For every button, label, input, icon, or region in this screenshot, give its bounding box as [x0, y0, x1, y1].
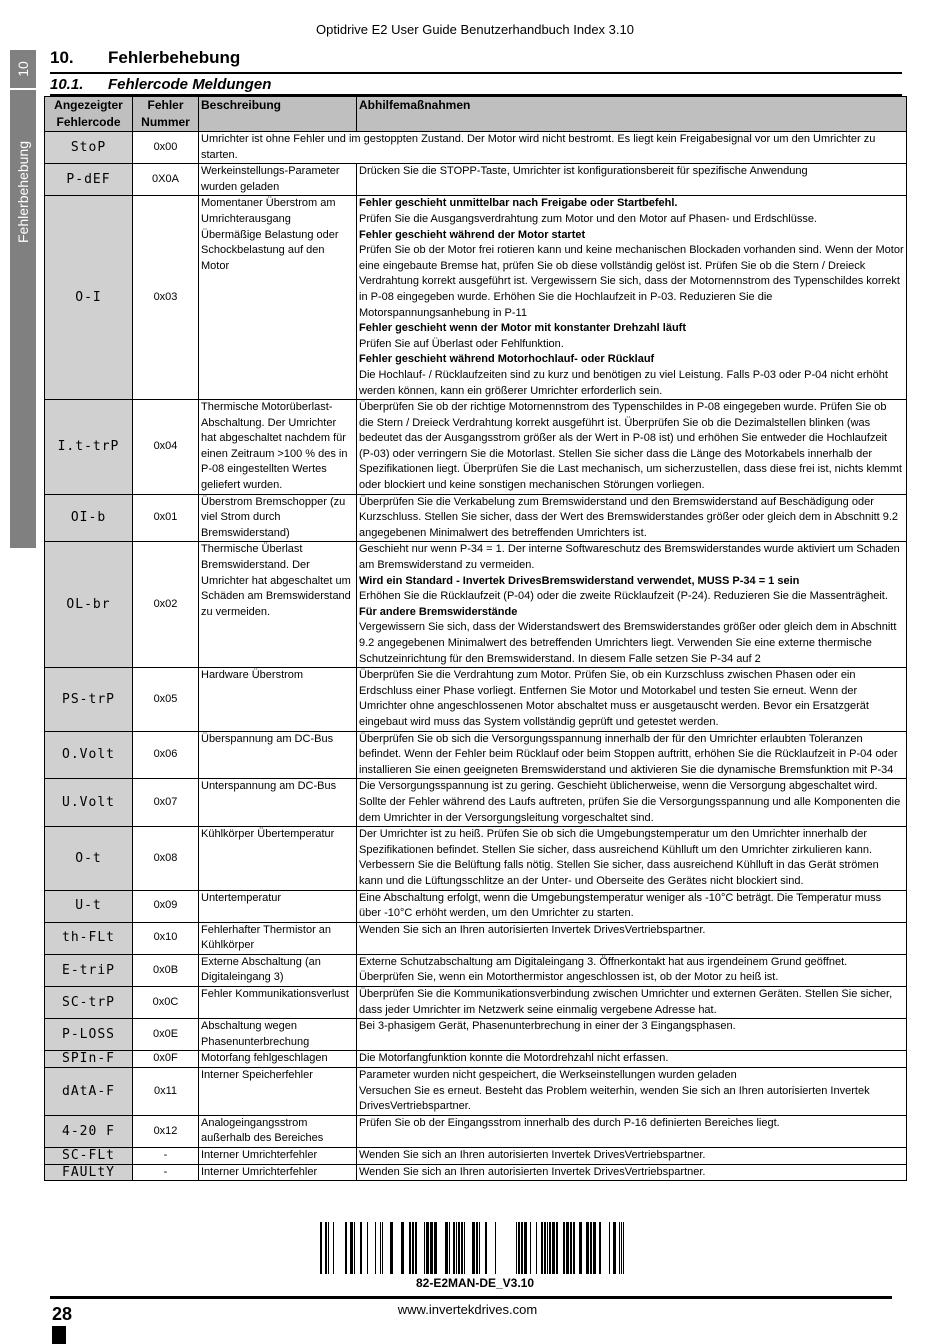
- fault-code-cell: P-dEF: [45, 164, 133, 196]
- remedy-heading: Für andere Bremswiderstände: [359, 605, 518, 618]
- description-cell: Thermische Motorüberlast-Abschaltung. Der Umrichter hat abgeschaltet nachdem für einen Zeitraum >100 % des in P-08 eingestellten Wertes geliefert wurden.: [199, 400, 357, 495]
- remedy-text: Vergewissern Sie sich, dass der Widerstandswert des Bremswiderstandes größer oder gleich dem in Abschnitt 9.2 angegebenen Minimalwert des betreffenden Umrichters liegt. Verwenden Sie eine externe thermische Schutzeinrichtung für den Bremswiderstand. In diesem Falle setzen Sie P-34 auf 2: [359, 621, 897, 665]
- barcode: [320, 1222, 632, 1274]
- remedy-text: Drücken Sie die STOPP-Taste, Umrichter ist konfigurationsbereit für spezifische Anwendung: [359, 165, 808, 178]
- running-header: Optidrive E2 User Guide Benutzerhandbuch Index 3.10: [316, 22, 634, 37]
- barcode-bar: [409, 1222, 411, 1274]
- barcode-bar: [541, 1222, 543, 1274]
- fault-code-cell: SC-FLt: [45, 1148, 133, 1165]
- remedy-cell: [357, 1051, 907, 1068]
- remedy-text: Überprüfen Sie die Kommunikationsverbindung zwischen Umrichter und externen Geräten. Stellen Sie sicher, dass jeder Umrichter im Netzwerk seine einmalig vergebene Adresse hat.: [359, 988, 893, 1016]
- description-cell: Momentaner Überstrom am Umrichterausgang Übermäßige Belastung oder Schockbelastung auf den Motor: [199, 196, 357, 400]
- table-row: [45, 890, 907, 922]
- table-row: [45, 1051, 907, 1068]
- section-number: 10.: [50, 48, 74, 67]
- fault-code-cell: U-t: [45, 890, 133, 922]
- remedy-text: Überprüfen Sie ob der richtige Motornennstrom des Typenschildes in P-08 eingegeben wurde. Prüfen Sie ob die Stern / Dreieck Verdrahtung korrekt ausgeführt ist. Überprüfen Sie ob die Dezimalstellen blinken (was bedeutet das der Ausgangsstrom größer als der Wert in P-08 ist) und erhöhen Sie entweder die Hochlaufzeit (P-03) oder verringern Sie die Motorlast. Stellen Sie sicher dass die Länge des Motorkabels innerhalb der Spezifikationen liegt. Überprüfen Sie die Last mechanisch, um sicherzustellen, dass diese frei ist, nichts klemmt oder blockiert und keine sonstigen mechanischen Störungen vorliegen.: [359, 401, 902, 492]
- remedy-text: Parameter wurden nicht gespeichert, die Werkseinstellungen wurden geladen: [359, 1069, 737, 1082]
- remedy-cell: [357, 1164, 907, 1181]
- table-row: [45, 987, 907, 1019]
- table-row: [45, 542, 907, 668]
- fault-code-cell: OI-b: [45, 494, 133, 542]
- barcode-bar: [328, 1222, 329, 1274]
- table-row: [45, 779, 907, 827]
- description-cell: Thermische Überlast Bremswiderstand. Der Umrichter hat abgeschaltet um Schäden am Bremswiderstand zu vermeiden.: [199, 542, 357, 668]
- barcode-bar: [563, 1222, 565, 1274]
- remedy-cell: [357, 164, 907, 196]
- table-row: [45, 731, 907, 779]
- table-row: [45, 400, 907, 495]
- barcode-bar: [456, 1222, 457, 1274]
- fault-number-cell: 0X0A: [133, 164, 199, 196]
- remedy-text: Prüfen Sie ob der Motor frei rotieren kann und keine mechanischen Blockaden vorhanden sind. Wenn der Motor eine eingebaute Bremse hat, prüfen Sie ob diese vollständig gelöst ist. Prüfen Sie ob die Stern / Dreieck Verdrahtung korrekt ausgeführt ist. Vergewissern Sie sich, dass der Motornennstrom des Typenschildes korrekt in P-08 eingegeben wurde. Erhöhen Sie die Hochlaufzeit in P-03. Reduzieren Sie die Motorspannungsanhebung in P-11: [359, 244, 904, 319]
- barcode-bar: [464, 1222, 465, 1274]
- header-fault-code: Angezeigter Fehlercode: [45, 97, 133, 132]
- barcode-bar: [599, 1222, 601, 1274]
- fault-code-cell: P-LOSS: [45, 1019, 133, 1051]
- barcode-bar: [380, 1222, 381, 1274]
- barcode-bar: [613, 1222, 616, 1274]
- remedy-heading: Fehler geschieht wenn der Motor mit konstanter Drehzahl läuft: [359, 322, 686, 335]
- chapter-label-tab: [10, 92, 36, 292]
- remedy-cell: [357, 987, 907, 1019]
- barcode-bar: [449, 1222, 450, 1274]
- barcode-bar: [390, 1222, 393, 1274]
- subsection-number: 10.1.: [50, 76, 84, 93]
- barcode-bar: [434, 1222, 437, 1274]
- fault-number-cell: 0x05: [133, 668, 199, 731]
- header-fault-number: Fehler Nummer: [133, 97, 199, 132]
- remedy-text: Wenden Sie sich an Ihren autorisierten Invertek DrivesVertriebspartner.: [359, 923, 706, 936]
- page-number: 28: [52, 1304, 73, 1324]
- chapter-number-tab: [10, 50, 36, 90]
- barcode-bar: [360, 1222, 362, 1274]
- barcode-bar: [579, 1222, 582, 1274]
- barcode-bar: [495, 1222, 496, 1274]
- remedy-text: Der Umrichter ist zu heiß. Prüfen Sie ob sich die Umgebungstemperatur um den Umrichter innerhalb der Spezifikationen befindet. Stellen Sie sicher, dass ausreichend Kühlluft um den Umrichter zirkulieren kann. Verbessern Sie die Belüftung falls nötig. Stellen Sie sicher, dass ausreichend Kühlluft in das Gerät strömen kann und die Lüftungsschlitze an der Unter- und Oberseite des Gerätes nicht blockiert sind.: [359, 828, 879, 887]
- remedy-cell: [357, 1019, 907, 1051]
- fault-code-cell: SPIn-F: [45, 1051, 133, 1068]
- barcode-bar: [516, 1222, 517, 1274]
- remedy-text: Wenden Sie sich an Ihren autorisierten Invertek DrivesVertriebspartner.: [359, 1149, 706, 1161]
- barcode-bar: [530, 1222, 531, 1274]
- table-row: [45, 922, 907, 954]
- barcode-bar: [476, 1222, 478, 1274]
- description-cell: Unterspannung am DC-Bus: [199, 779, 357, 827]
- fault-number-cell: 0x0B: [133, 954, 199, 986]
- barcode-bar: [573, 1222, 575, 1274]
- barcode-bar: [586, 1222, 589, 1274]
- fault-number-cell: 0x09: [133, 890, 199, 922]
- remedy-cell: [357, 400, 907, 495]
- barcode-bar: [472, 1222, 475, 1274]
- header-remedy: Abhilfemaßnahmen: [357, 97, 907, 132]
- remedy-text: Wenden Sie sich an Ihren autorisierten Invertek DrivesVertriebspartner.: [359, 1165, 706, 1178]
- barcode-bar: [536, 1222, 537, 1274]
- barcode-bar: [570, 1222, 572, 1274]
- remedy-text: Prüfen Sie ob der Eingangsstrom innerhalb des durch P-16 definierten Bereiches liegt.: [359, 1116, 780, 1129]
- remedy-heading: Fehler geschieht während Motorhochlauf- oder Rücklauf: [359, 353, 655, 366]
- fault-code-cell: O-t: [45, 827, 133, 890]
- fault-number-cell: 0x0F: [133, 1051, 199, 1068]
- description-cell: Kühlkörper Übertemperatur: [199, 827, 357, 890]
- remedy-heading: Wird ein Standard - Invertek DrivesBremswiderstand verwendet, MUSS P-34 = 1 sein: [359, 574, 800, 587]
- table-header-row: [45, 97, 907, 132]
- remedy-text: Überprüfen Sie die Verkabelung zum Bremswiderstand und den Bremswiderstand auf Beschädigung oder Kurzschluss. Stellen Sie sicher, dass der Wert des Bremswiderstandes größer oder gleich dem in Abschnitt 9.2 angegebenen Minimalwert des betreffenden Umrichters ist.: [359, 495, 899, 539]
- fault-code-cell: th-FLt: [45, 922, 133, 954]
- remedy-cell: [357, 1148, 907, 1165]
- description-cell: Überstrom Bremschopper (zu viel Strom durch Bremswiderstand): [199, 494, 357, 542]
- fault-code-cell: dAtA-F: [45, 1068, 133, 1116]
- description-cell: Motorfang fehlgeschlagen: [199, 1051, 357, 1068]
- remedy-cell: [357, 779, 907, 827]
- fault-number-cell: -: [133, 1164, 199, 1181]
- barcode-bar: [621, 1222, 622, 1274]
- barcode-bar: [354, 1222, 355, 1274]
- table-row: [45, 1148, 907, 1165]
- barcode-bar: [375, 1222, 376, 1274]
- table-row: [45, 668, 907, 731]
- barcode-bar: [590, 1222, 592, 1274]
- remedy-text: Geschieht nur wenn P-34 = 1. Der interne Softwareschutz des Bremswiderstandes wurde aktiviert um Schaden am Bremswiderstand zu vermeiden.: [359, 543, 900, 572]
- fault-number-cell: 0x07: [133, 779, 199, 827]
- chapter-label: Fehlerbehebung: [15, 141, 31, 243]
- remedy-text: Überprüfen Sie die Verdrahtung zum Motor. Prüfen Sie, ob ein Kurzschluss zwischen Phasen oder ein Erdschluss einer Phase vorliegt. Entfernen Sie Motor und Motorkabel und testen Sie erneut. Wenn der Umrichter ohne angeschlossenen Motor abschaltet muss er ausgetauscht werden. Bevor ein Ersatzgerät eingebaut wird muss das System vollständig geprüft und getestet werden.: [359, 669, 869, 728]
- barcode-bar: [623, 1222, 624, 1274]
- fault-number-cell: 0x06: [133, 731, 199, 779]
- barcode-bar: [524, 1222, 527, 1274]
- fault-number-cell: 0x04: [133, 400, 199, 495]
- remedy-text: Eine Abschaltung erfolgt, wenn die Umgebungstemperatur weniger als -10°C beträgt. Die Temperatur muss über -10°C erhöht werden, um den Umrichter zu starten.: [359, 891, 882, 920]
- description-cell: Externe Abschaltung (an Digitaleingang 3): [199, 954, 357, 986]
- barcode-bar: [593, 1222, 596, 1274]
- table-row: [45, 1019, 907, 1051]
- fault-code-cell: 4-20 F: [45, 1115, 133, 1147]
- barcode-bar: [426, 1222, 429, 1274]
- fault-number-cell: 0x12: [133, 1115, 199, 1147]
- section-title: Fehlerbehebung: [108, 48, 241, 67]
- header-description: Beschreibung: [199, 97, 357, 132]
- barcode-bar: [461, 1222, 463, 1274]
- fault-number-cell: 0x11: [133, 1068, 199, 1116]
- remedy-text: Überprüfen Sie ob sich die Versorgungsspannung innerhalb der für den Umrichter erlaubten Toleranzen befindet. Wenn der Fehler beim Rücklauf oder beim Stoppen auftritt, erhöhen Sie die Rücklaufzeit in P-04 oder installieren Sie einen geeigneten Bremswiderstand und aktivieren Sie die dynamische Bremsfunktion mit P-34: [359, 732, 898, 776]
- barcode-bar: [401, 1222, 404, 1274]
- remedy-text: Die Versorgungsspannung ist zu gering. Geschieht üblicherweise, wenn die Versorgung abgeschaltet wird. Sollte der Fehler während des Laufs auftreten, prüfen Sie die Versorgungsspannung und alle Komponenten die dem Umrichter in der Versorgungsleitung vorgeschaltet sind.: [359, 780, 901, 824]
- remedy-text: Versuchen Sie es erneut. Besteht das Problem weiterhin, wenden Sie sich an Ihren autorisierten Invertek DrivesVertriebspartner.: [359, 1084, 870, 1113]
- barcode-bar: [367, 1222, 368, 1274]
- remedy-cell: [357, 542, 907, 668]
- subsection-heading: [50, 76, 271, 93]
- barcode-text: 82-E2MAN-DE_V3.10: [415, 1276, 535, 1290]
- section-heading: [50, 48, 240, 68]
- barcode-bar: [415, 1222, 417, 1274]
- remedy-text: Externe Schutzabschaltung am Digitaleingang 3. Öffnerkontakt hat aus irgendeinem Grund geöffnet. Überprüfen Sie, wenn ein Motorthermistor angeschlossen ist, ob der Motor zu heiß ist.: [359, 955, 848, 984]
- barcode-bar: [445, 1222, 448, 1274]
- remedy-text: Prüfen Sie die Ausgangsverdrahtung zum Motor und den Motor auf Phasen- und Erdschlüsse.: [359, 212, 817, 225]
- barcode-bar: [382, 1222, 383, 1274]
- fault-code-cell: PS-trP: [45, 668, 133, 731]
- barcode-bar: [345, 1222, 347, 1274]
- barcode-bar: [320, 1222, 322, 1274]
- fault-number-cell: 0x00: [133, 132, 199, 164]
- fault-code-cell: O.Volt: [45, 731, 133, 779]
- barcode-bar: [325, 1222, 327, 1274]
- barcode-bar: [556, 1222, 558, 1274]
- section-rule: [50, 72, 902, 74]
- barcode-bar: [453, 1222, 455, 1274]
- table-row: [45, 196, 907, 400]
- remedy-cell: [357, 196, 907, 400]
- remedy-cell: [357, 731, 907, 779]
- description-cell: Interner Umrichterfehler: [199, 1148, 357, 1165]
- description-cell: Analogeingangsstrom außerhalb des Bereiches: [199, 1115, 357, 1147]
- description-cell: Interner Umrichterfehler: [199, 1164, 357, 1181]
- remedy-cell: [357, 668, 907, 731]
- table-row: [45, 1164, 907, 1181]
- remedy-cell: [357, 922, 907, 954]
- barcode-bar: [485, 1222, 487, 1274]
- remedy-cell: [357, 954, 907, 986]
- fault-code-cell: I.t-trP: [45, 400, 133, 495]
- chapter-side-tab: [10, 50, 36, 548]
- barcode-bar: [544, 1222, 546, 1274]
- description-cell: Untertemperatur: [199, 890, 357, 922]
- fault-code-cell: O-I: [45, 196, 133, 400]
- page-marker: [52, 1326, 66, 1344]
- barcode-bar: [333, 1222, 334, 1274]
- description-cell: Fehler Kommunikationsverlust: [199, 987, 357, 1019]
- barcode-bar: [430, 1222, 433, 1274]
- fault-code-cell: FAULtY: [45, 1164, 133, 1181]
- remedy-cell: [357, 827, 907, 890]
- remedy-text: Erhöhen Sie die Rücklaufzeit (P-04) oder die zweite Rücklaufzeit (P-24). Reduzieren Sie die Massenträgheit.: [359, 590, 888, 603]
- subsection-title: Fehlercode Meldungen: [108, 76, 272, 93]
- remedy-text: Bei 3-phasigem Gerät, Phasenunterbrechung in einer der 3 Eingangsphasen.: [359, 1020, 736, 1033]
- fault-code-cell: U.Volt: [45, 779, 133, 827]
- barcode-bar: [458, 1222, 460, 1274]
- remedy-heading: Fehler geschieht unmittelbar nach Freigabe oder Startbefehl.: [359, 197, 678, 210]
- fault-number-cell: 0x08: [133, 827, 199, 890]
- fault-code-cell: SC-trP: [45, 987, 133, 1019]
- barcode-bar: [549, 1222, 551, 1274]
- fault-number-cell: -: [133, 1148, 199, 1165]
- remedy-cell: [357, 494, 907, 542]
- remedy-text: Prüfen Sie auf Überlast oder Fehlfunktion.: [359, 337, 564, 350]
- barcode-bar: [479, 1222, 480, 1274]
- barcode-bar: [552, 1222, 555, 1274]
- chapter-number: 10: [15, 61, 31, 77]
- barcode-bar: [547, 1222, 548, 1274]
- barcode-bar: [521, 1222, 523, 1274]
- fault-number-cell: 0x03: [133, 196, 199, 400]
- fault-number-cell: 0x0C: [133, 987, 199, 1019]
- description-cell: Abschaltung wegen Phasenunterbrechung: [199, 1019, 357, 1051]
- barcode-bar: [424, 1222, 425, 1274]
- barcode-bar: [350, 1222, 353, 1274]
- barcode-bar: [609, 1222, 610, 1274]
- barcode-bar: [619, 1222, 620, 1274]
- remedy-cell: [357, 890, 907, 922]
- table-row: [45, 827, 907, 890]
- fault-code-cell: E-triP: [45, 954, 133, 986]
- description-cell: Werkeinstellungs-Parameter wurden geladen: [199, 164, 357, 196]
- table-row: [45, 1068, 907, 1116]
- description-cell: Fehlerhafter Thermistor an Kühlkörper: [199, 922, 357, 954]
- barcode-bar: [412, 1222, 414, 1274]
- fault-code-table: [44, 96, 907, 1181]
- barcode-bar: [566, 1222, 569, 1274]
- fault-number-cell: 0x01: [133, 494, 199, 542]
- table-row: [45, 132, 907, 164]
- description-cell: Überspannung am DC-Bus: [199, 731, 357, 779]
- description-cell: Umrichter ist ohne Fehler und im gestoppten Zustand. Der Motor wird nicht bestromt. Es liegt kein Freigabesignal vor um den Umrichter zu starten.: [199, 132, 907, 164]
- remedy-cell: [357, 1115, 907, 1147]
- fault-code-cell: OL-br: [45, 542, 133, 668]
- footer-rule: [50, 1296, 892, 1299]
- remedy-heading: Fehler geschieht während der Motor startet: [359, 228, 586, 241]
- remedy-text: Die Hochlauf- / Rücklaufzeiten sind zu kurz und benötigen zu viel Leistung. Falls P-03 oder P-04 nicht erhöht werden können, kann ein größerer Umrichter erforderlich sein.: [359, 368, 888, 397]
- footer-url[interactable]: www.invertekdrives.com: [397, 1302, 538, 1317]
- remedy-cell: [357, 1068, 907, 1116]
- description-cell: Hardware Überstrom: [199, 668, 357, 731]
- table-row: [45, 164, 907, 196]
- fault-number-cell: 0x10: [133, 922, 199, 954]
- fault-code-cell: StoP: [45, 132, 133, 164]
- fault-number-cell: 0x0E: [133, 1019, 199, 1051]
- barcode-bar: [518, 1222, 520, 1274]
- table-row: [45, 494, 907, 542]
- fault-number-cell: 0x02: [133, 542, 199, 668]
- remedy-text: Die Motorfangfunktion konnte die Motordrehzahl nicht erfassen.: [359, 1052, 669, 1065]
- table-row: [45, 954, 907, 986]
- table-row: [45, 1115, 907, 1147]
- description-cell: Interner Speicherfehler: [199, 1068, 357, 1116]
